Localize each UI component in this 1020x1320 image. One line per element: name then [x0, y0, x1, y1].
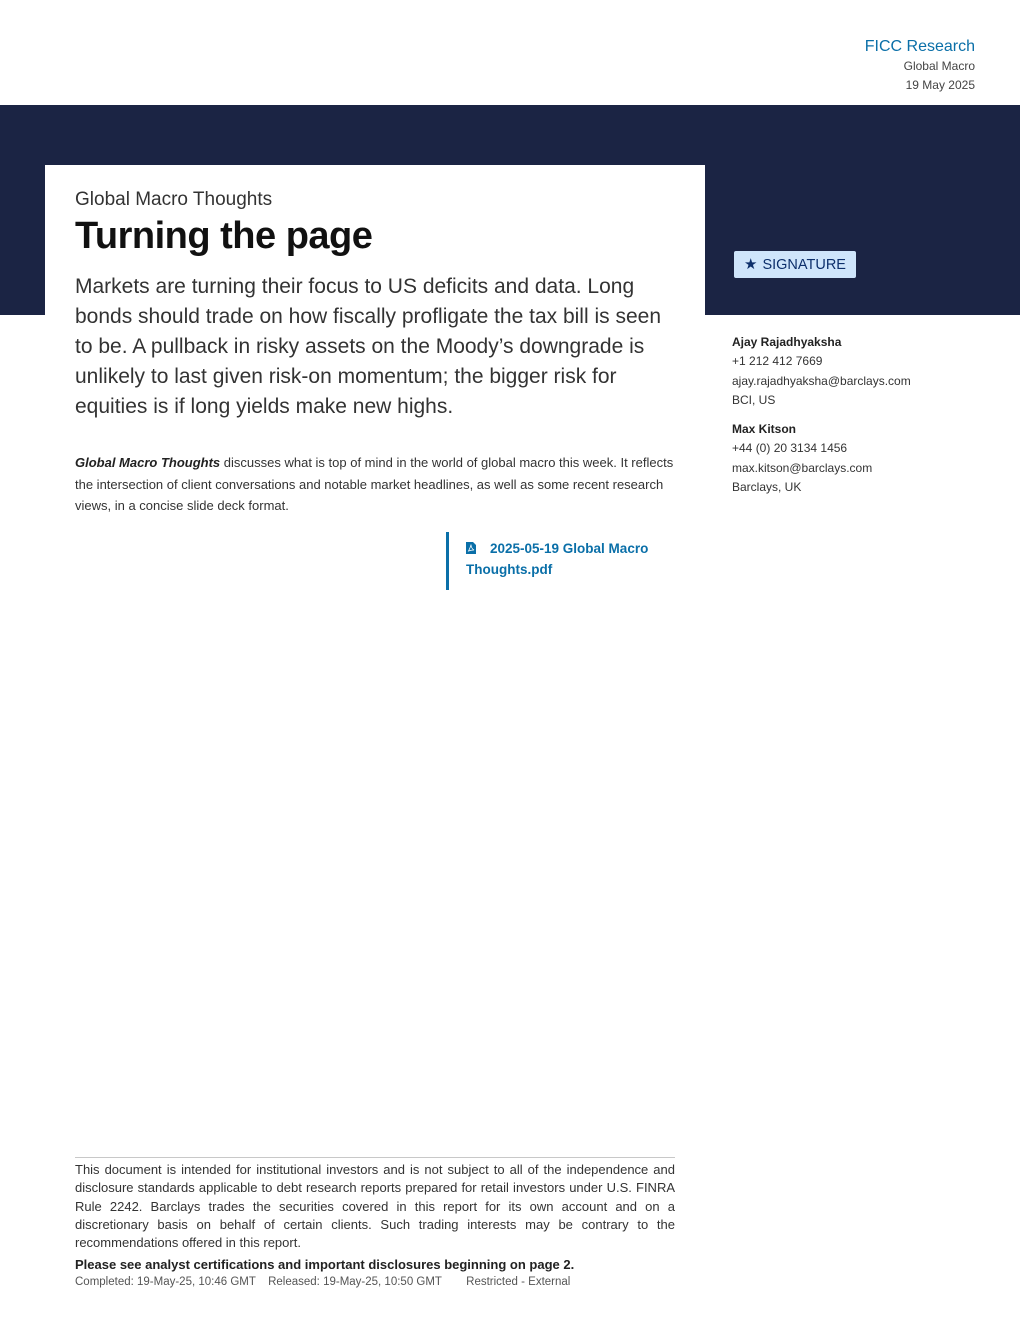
certification-notice: Please see analyst certifications and important disclosures beginning on page 2. [75, 1257, 575, 1272]
star-icon: ★ [744, 256, 758, 273]
analyst-phone: +1 212 412 7669 [732, 354, 823, 369]
analyst-name: Max Kitson [732, 422, 797, 436]
signature-badge [734, 251, 856, 278]
analyst-contact [732, 420, 972, 497]
disclaimer-text: This document is intended for institutional investors and is not subject to all of the independence and disclosure standards applicable to debt research reports prepared for retail investors under U.S. FINRA Rule 2242. Barclays trades the securities covered in this report for its own account and on a discretionary basis on behalf of certain clients. Such trading interests may be contrary to the recommendations offered in this report. [75, 1157, 675, 1252]
report-date: 19 May 2025 [905, 78, 975, 92]
report-description [75, 452, 675, 517]
released-timestamp: Released: 19-May-25, 10:50 GMT [268, 1276, 442, 1288]
analyst-contact [732, 333, 972, 410]
completed-timestamp: Completed: 19-May-25, 10:46 GMT [75, 1276, 256, 1288]
org-name: FICC Research [864, 38, 975, 55]
analyst-email[interactable]: max.kitson@barclays.com [732, 460, 873, 475]
series-name: Global Macro Thoughts [75, 189, 273, 210]
analyst-phone: +44 (0) 20 3134 1456 [732, 441, 848, 456]
description-body: discusses what is top of mind in the world of global macro this week. It reflects the intersection of client conversations and notable market headlines, as well as some recent research views, in a concise slide deck format. [75, 455, 674, 513]
analyst-entity: BCI, US [732, 392, 776, 407]
pdf-icon [466, 542, 476, 554]
analyst-name: Ajay Rajadhyaksha [732, 335, 842, 349]
analyst-entity: Barclays, UK [732, 479, 802, 494]
classification-label: Restricted - External [466, 1276, 571, 1288]
report-title: Turning the page [75, 215, 373, 257]
analyst-email[interactable]: ajay.rajadhyaksha@barclays.com [732, 373, 911, 388]
description-lead: Global Macro Thoughts [75, 455, 221, 470]
pdf-attachment-label[interactable]: 2025-05-19 Global Macro Thoughts.pdf [466, 541, 649, 577]
division-name: Global Macro [903, 59, 975, 73]
report-summary: Markets are turning their focus to US deficits and data. Long bonds should trade on how fiscally profligate the tax bill is seen to be. A pullback in risky assets on the Moody’s downgrade is unlikely to last given risk-on momentum; the bigger risk for equities is if long yields make new highs. [75, 275, 662, 418]
signature-badge-label: SIGNATURE [762, 256, 846, 273]
report-timestamps [75, 1276, 579, 1288]
pdf-attachment-link[interactable] [446, 532, 686, 590]
report-header [865, 37, 975, 95]
